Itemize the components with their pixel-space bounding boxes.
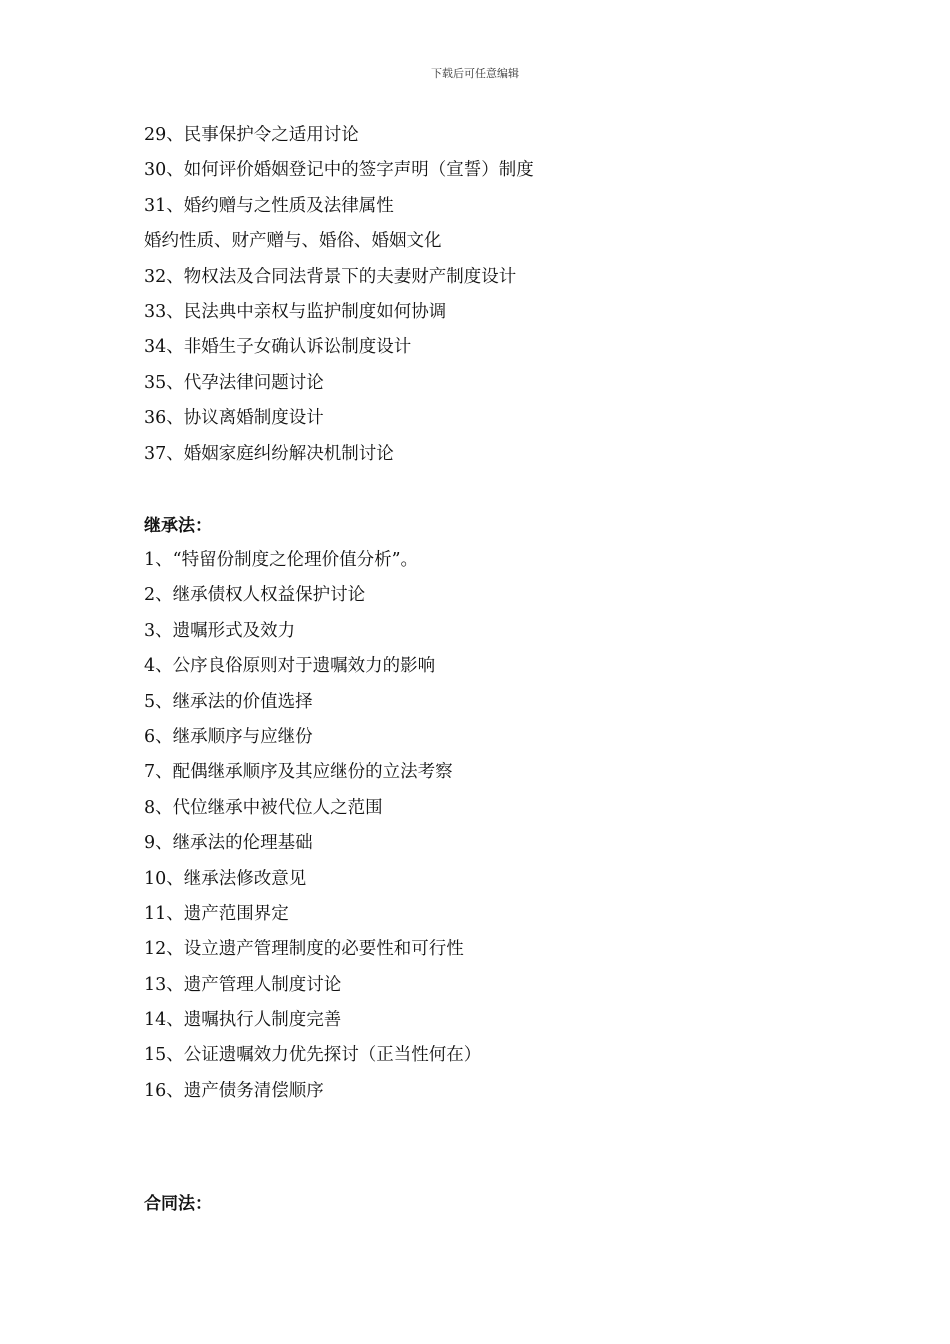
page-header: 下载后可任意编辑 <box>431 67 519 80</box>
list-item: 6、继承顺序与应继份 <box>144 726 313 747</box>
list-item: 11、遗产范围界定 <box>144 903 289 924</box>
section-heading-contract: 合同法： <box>144 1194 212 1213</box>
succession-topic-list <box>144 543 824 1109</box>
list-item: 13、遗产管理人制度讨论 <box>144 974 342 995</box>
list-item: 36、协议离婚制度设计 <box>144 408 324 429</box>
section-heading-succession: 继承法： <box>144 516 212 535</box>
list-item: 1、“特留份制度之伦理价值分析”。 <box>144 550 419 570</box>
list-item: 7、配偶继承顺序及其应继份的立法考察 <box>144 762 453 783</box>
marriage-topic-list <box>144 118 824 472</box>
list-item: 8、代位继承中被代位人之范围 <box>144 797 383 818</box>
list-item: 30、如何评价婚姻登记中的签字声明（宣誓）制度 <box>144 160 534 181</box>
list-item: 35、代孕法律问题讨论 <box>144 372 324 393</box>
list-item: 2、继承债权人权益保护讨论 <box>144 585 366 606</box>
list-item: 12、设立遗产管理制度的必要性和可行性 <box>144 939 464 960</box>
list-item: 4、公序良俗原则对于遗嘱效力的影响 <box>144 656 436 677</box>
list-item: 10、继承法修改意见 <box>144 868 307 889</box>
list-item: 33、民法典中亲权与监护制度如何协调 <box>144 301 447 322</box>
list-item: 3、遗嘱形式及效力 <box>144 620 296 641</box>
list-item: 婚约性质、财产赠与、婚俗、婚姻文化 <box>144 231 442 252</box>
list-item: 15、公证遗嘱效力优先探讨（正当性何在） <box>144 1045 482 1066</box>
list-item: 5、继承法的价值选择 <box>144 691 313 712</box>
list-item: 9、继承法的伦理基础 <box>144 833 313 854</box>
list-item: 29、民事保护令之适用讨论 <box>144 125 359 145</box>
list-item: 16、遗产债务清偿顺序 <box>144 1080 324 1101</box>
list-item: 32、物权法及合同法背景下的夫妻财产制度设计 <box>144 266 517 287</box>
list-item: 34、非婚生子女确认诉讼制度设计 <box>144 337 412 358</box>
list-item: 14、遗嘱执行人制度完善 <box>144 1010 342 1031</box>
list-item: 31、婚约赠与之性质及法律属性 <box>144 195 394 216</box>
list-item: 37、婚姻家庭纠纷解决机制讨论 <box>144 443 394 464</box>
